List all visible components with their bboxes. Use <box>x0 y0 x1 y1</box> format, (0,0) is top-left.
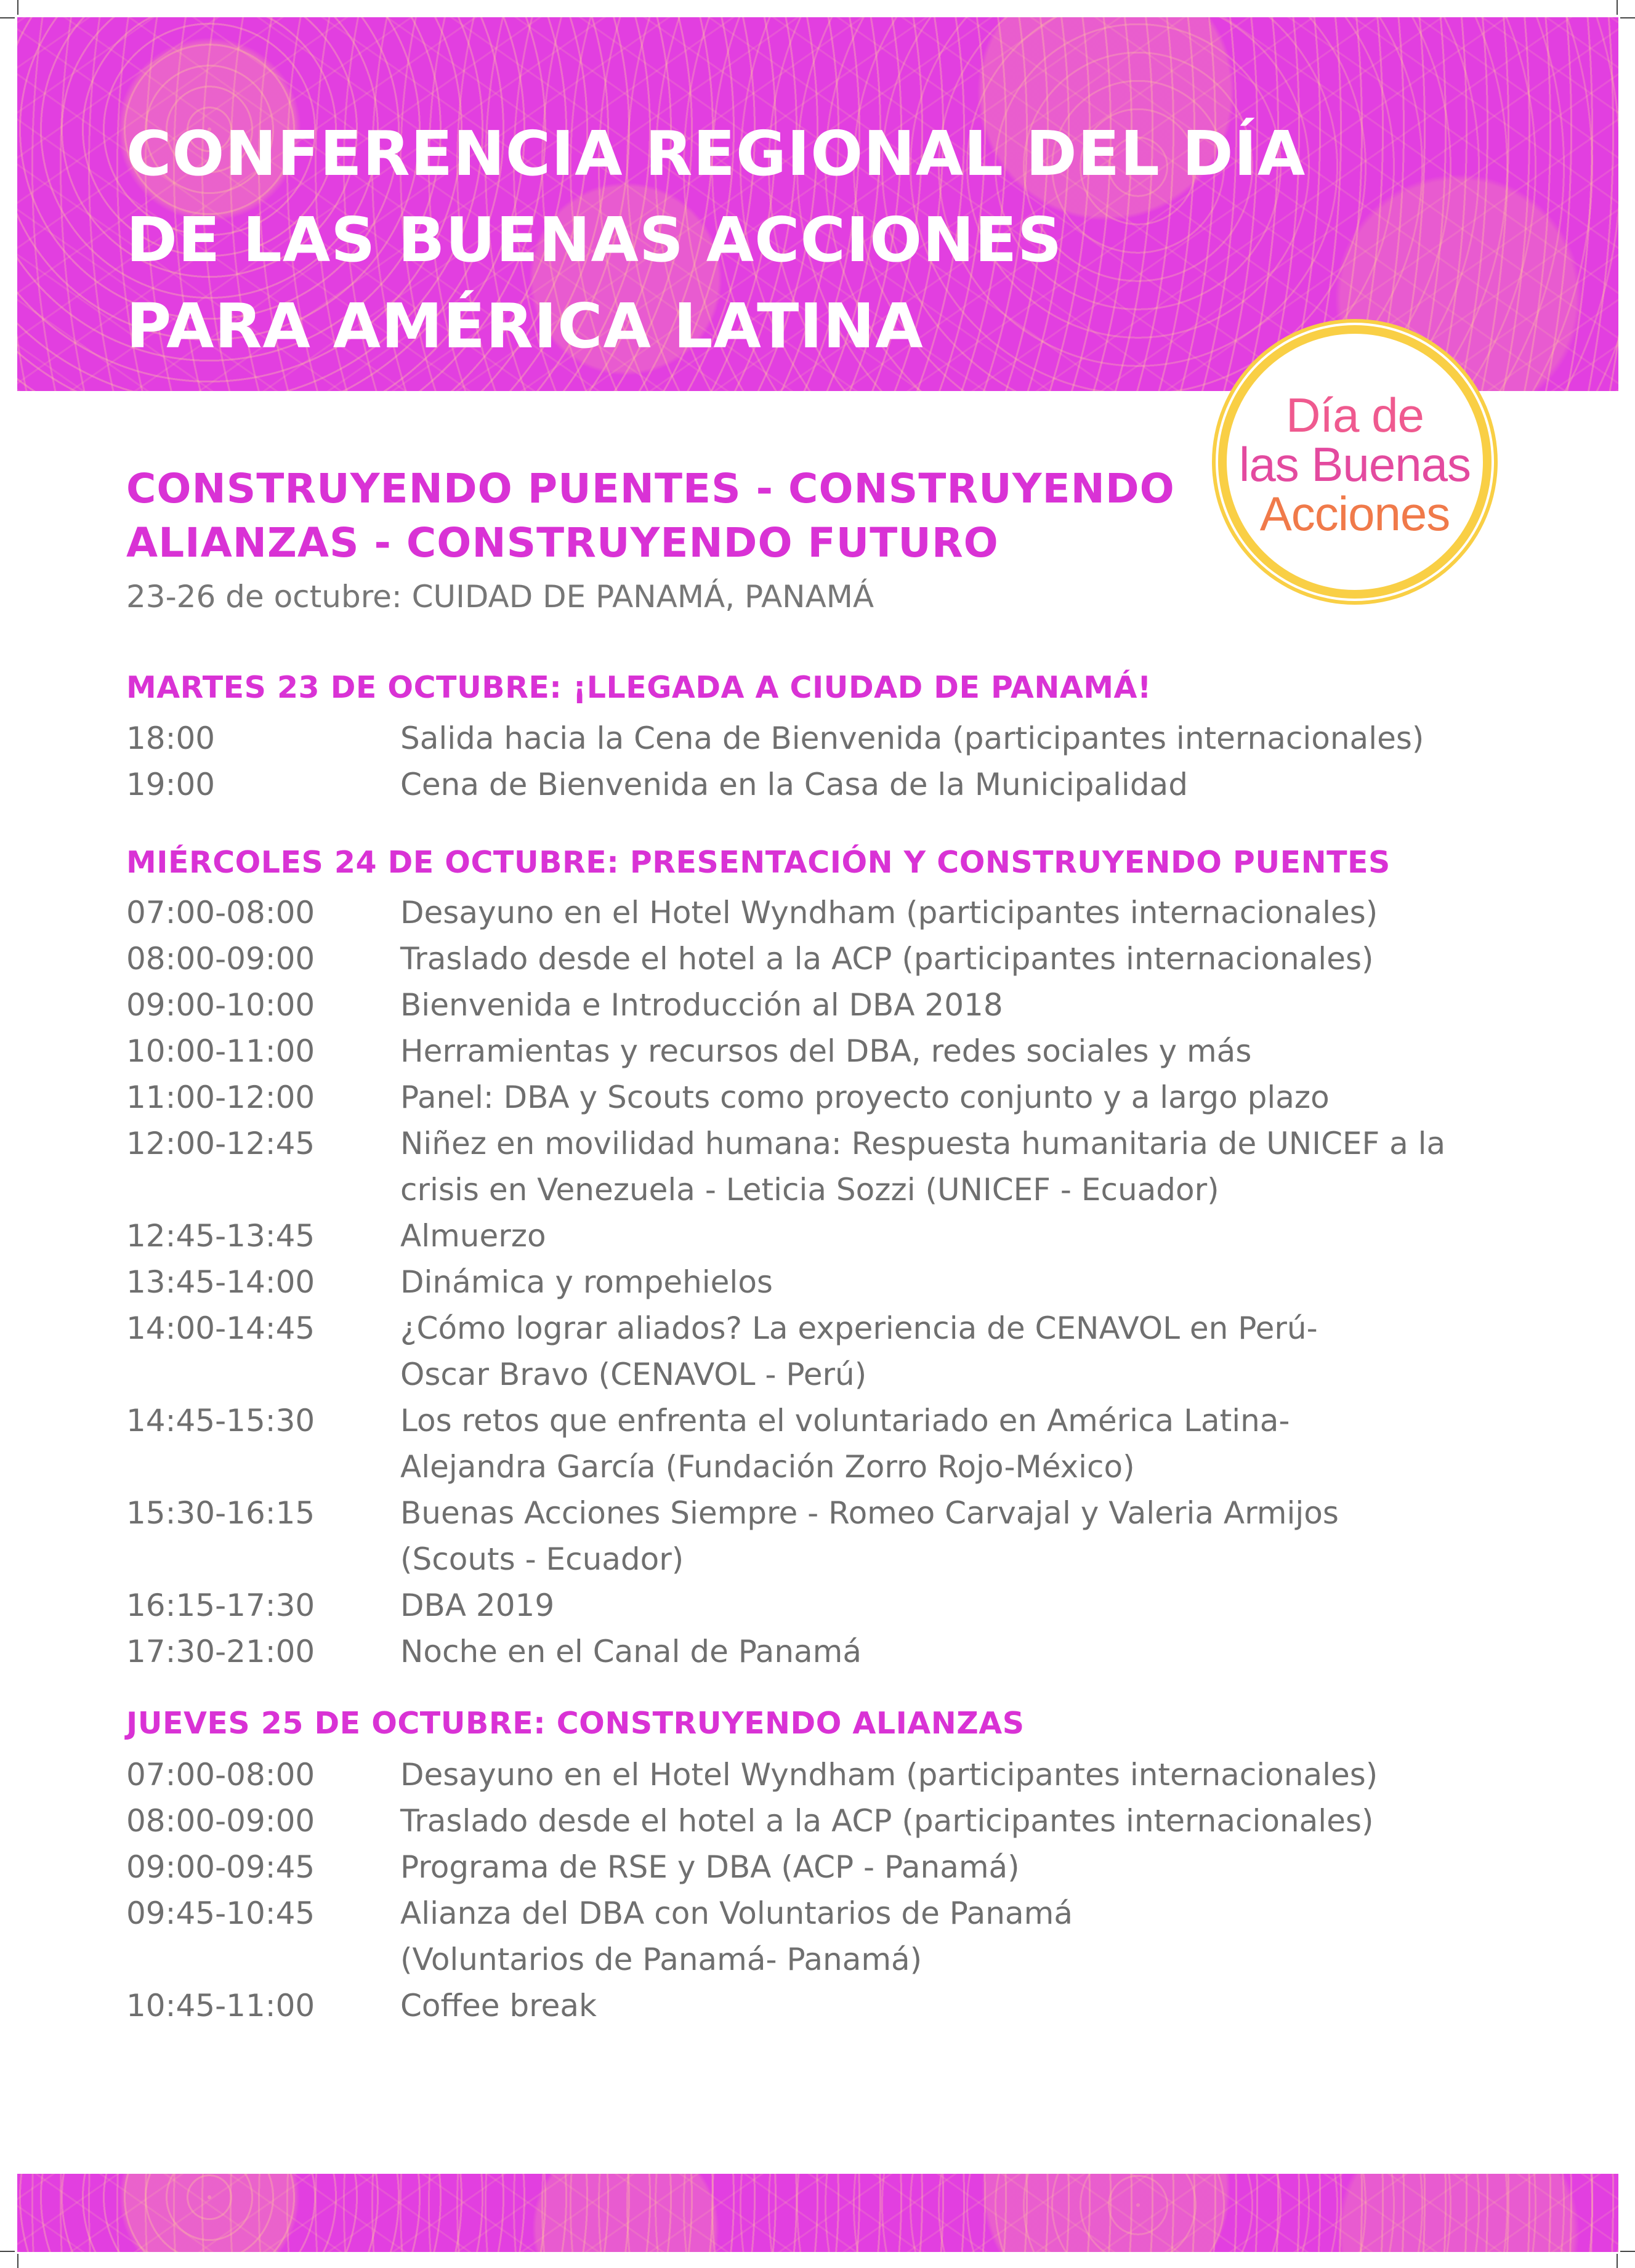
activity: Traslado desde el hotel a la ACP (participantes internacionales) <box>400 1803 1374 1839</box>
schedule-row <box>126 1028 1632 1075</box>
page-title <box>126 111 1306 369</box>
schedule-row <box>126 1983 1632 2029</box>
time: 08:00-09:00 <box>126 941 315 977</box>
crop-mark <box>0 17 15 18</box>
schedule-row <box>126 1844 1632 1891</box>
schedule-row <box>126 1752 1632 1798</box>
subtitle-line: CONSTRUYENDO PUENTES - CONSTRUYENDO <box>126 465 1175 512</box>
activity: Alianza del DBA con Voluntarios de Panamá (Voluntarios de Panamá- Panamá) <box>400 1895 1073 1977</box>
activity: Panel: DBA y Scouts como proyecto conjunto y a largo plazo <box>400 1080 1330 1115</box>
time: 12:00-12:45 <box>126 1126 315 1161</box>
crop-mark <box>1620 17 1635 18</box>
schedule-row <box>126 936 1632 982</box>
time: 07:00-08:00 <box>126 1757 315 1793</box>
time: 14:00-14:45 <box>126 1310 315 1346</box>
schedule-tuesday <box>126 716 1632 808</box>
logo-line: las Buenas <box>1239 437 1471 491</box>
time: 16:15-17:30 <box>126 1588 315 1623</box>
schedule-wednesday <box>126 890 1632 1675</box>
time: 10:00-11:00 <box>126 1033 315 1069</box>
time: 09:00-09:45 <box>126 1849 315 1885</box>
time: 10:45-11:00 <box>126 1988 315 2024</box>
day-heading-thursday: JUEVES 25 DE OCTUBRE: CONSTRUYENDO ALIANZAS <box>126 1706 1025 1741</box>
time: 15:30-16:15 <box>126 1495 315 1531</box>
crop-mark <box>0 2251 15 2252</box>
time: 09:00-10:00 <box>126 987 315 1023</box>
activity: Niñez en movilidad humana: Respuesta humanitaria de UNICEF a la crisis en Venezuela - Leticia Sozzi (UNICEF - Ecuador) <box>400 1126 1446 1208</box>
schedule-row <box>126 1259 1632 1306</box>
time: 18:00 <box>126 720 216 756</box>
dba-logo <box>1218 325 1492 599</box>
activity: Cena de Bienvenida en la Casa de la Municipalidad <box>400 767 1188 802</box>
logo-wordmark <box>1227 388 1483 541</box>
activity: Los retos que enfrenta el voluntariado en América Latina- Alejandra García (Fundación Zorro Rojo-México) <box>400 1403 1290 1485</box>
activity: Herramientas y recursos del DBA, redes sociales y más <box>400 1033 1252 1069</box>
schedule-row <box>126 1121 1632 1213</box>
logo-line: Día de <box>1286 388 1424 442</box>
schedule-row <box>126 1306 1632 1398</box>
activity: Programa de RSE y DBA (ACP - Panamá) <box>400 1849 1020 1885</box>
schedule-row <box>126 1075 1632 1121</box>
activity: DBA 2019 <box>400 1588 555 1623</box>
activity: Dinámica y rompehielos <box>400 1264 773 1300</box>
time: 11:00-12:00 <box>126 1080 315 1115</box>
crop-mark <box>17 0 18 15</box>
time: 14:45-15:30 <box>126 1403 315 1439</box>
schedule-row <box>126 1798 1632 1844</box>
time: 08:00-09:00 <box>126 1803 315 1839</box>
activity: Bienvenida e Introducción al DBA 2018 <box>400 987 1003 1023</box>
schedule-row <box>126 1490 1632 1583</box>
subtitle-line: ALIANZAS - CONSTRUYENDO FUTURO <box>126 519 999 567</box>
day-heading-tuesday: MARTES 23 DE OCTUBRE: ¡LLEGADA A CIUDAD DE PANAMÁ! <box>126 670 1152 705</box>
time: 07:00-08:00 <box>126 895 315 930</box>
time: 13:45-14:00 <box>126 1264 315 1300</box>
time: 19:00 <box>126 767 216 802</box>
logo-line: Acciones <box>1259 486 1450 541</box>
crop-mark <box>1617 2254 1618 2268</box>
activity: Noche en el Canal de Panamá <box>400 1634 862 1669</box>
activity: Coffee break <box>400 1988 597 2024</box>
time: 09:45-10:45 <box>126 1895 315 1931</box>
crop-mark <box>1617 0 1618 15</box>
title-line: CONFERENCIA REGIONAL DEL DÍA <box>126 118 1306 190</box>
activity: ¿Cómo lograr aliados? La experiencia de CENAVOL en Perú- Oscar Bravo (CENAVOL - Perú) <box>400 1310 1318 1392</box>
time: 12:45-13:45 <box>126 1218 315 1254</box>
crop-mark <box>17 2254 18 2268</box>
activity: Traslado desde el hotel a la ACP (participantes internacionales) <box>400 941 1374 977</box>
schedule-row <box>126 1891 1632 1983</box>
schedule-row <box>126 1213 1632 1259</box>
schedule-thursday <box>126 1752 1632 2029</box>
crop-mark <box>1620 2251 1635 2252</box>
event-location: 23-26 de octubre: CUIDAD DE PANAMÁ, PANAMÁ <box>126 579 874 615</box>
activity: Salida hacia la Cena de Bienvenida (participantes internacionales) <box>400 720 1424 756</box>
schedule-row <box>126 1398 1632 1490</box>
time: 17:30-21:00 <box>126 1634 315 1669</box>
schedule-row <box>126 982 1632 1028</box>
activity: Buenas Acciones Siempre - Romeo Carvajal y Valeria Armijos (Scouts - Ecuador) <box>400 1495 1339 1577</box>
activity: Desayuno en el Hotel Wyndham (participantes internacionales) <box>400 1757 1378 1793</box>
day-heading-wednesday: MIÉRCOLES 24 DE OCTUBRE: PRESENTACIÓN Y CONSTRUYENDO PUENTES <box>126 845 1391 880</box>
title-line: DE LAS BUENAS ACCIONES <box>126 204 1063 276</box>
footer-banner <box>17 2174 1618 2252</box>
subtitle <box>126 462 1175 570</box>
activity: Desayuno en el Hotel Wyndham (participantes internacionales) <box>400 895 1378 930</box>
schedule-row <box>126 1629 1632 1675</box>
schedule-row <box>126 1583 1632 1629</box>
schedule-row <box>126 762 1632 808</box>
schedule-row <box>126 716 1632 762</box>
title-line: PARA AMÉRICA LATINA <box>126 290 924 362</box>
activity: Almuerzo <box>400 1218 546 1254</box>
schedule-row <box>126 890 1632 936</box>
